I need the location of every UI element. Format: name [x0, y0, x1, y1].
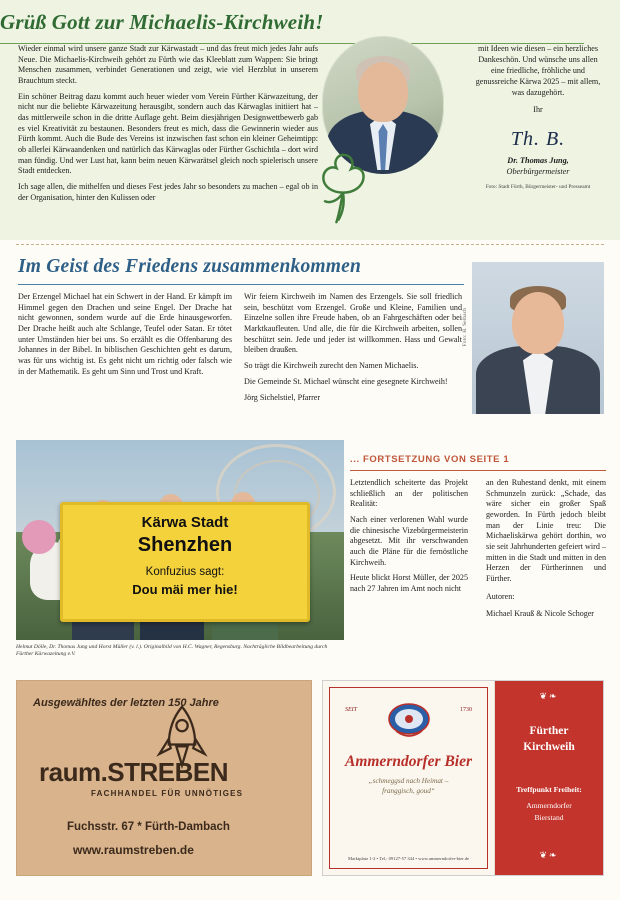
peace-paragraph: Der Erzengel Michael hat ein Schwert in der Hand. Er kämpft im Himmel gegen den Drachen und seine Engel. Der Drache hat nicht gewonnen, sondern wurde auf die Erde hinausgeworfen. Der Drache heißt auch alte Schlange, Teufel oder Satan. Er tötet unter Umständen hier bei uns. So erzählt es die Offenbarung des Johannes in der Bibel. In biblischen Geschichten geht es darum, was für uns wichtig ist. Es geht nicht um richtig oder falsch wie in der Mathematik. Es geht um Sinn und Trost und Kraft.: [18, 292, 232, 376]
ad-seit-label: SEIT: [345, 707, 357, 713]
peace-column-2: [244, 292, 462, 404]
ad-brand: raum.STREBEN: [39, 757, 229, 787]
photo-kaerwa-group: [16, 440, 344, 640]
peace-closing: Die Gemeinde St. Michael wünscht eine gesegnete Kirchweih!: [244, 376, 448, 386]
sign-line-2: Shenzhen: [137, 534, 233, 556]
continuation-divider: [350, 470, 606, 471]
ad-kirchweih-line1: Treffpunkt Freiheit:: [516, 785, 582, 794]
greeting-title: Grüß Gott zur Michaelis-Kirchweih!: [0, 10, 324, 34]
peace-photo-credit: Foto: H. Selbach: [462, 308, 468, 347]
ad-kirchweih-line2: Ammerndorfer: [526, 801, 572, 810]
section-peace: [0, 252, 620, 432]
ad-kirchweih-line3: Bierstand: [534, 813, 564, 822]
ad-beer-sub1: „schmeggsd nach Heimat –: [368, 777, 449, 785]
greeting-left-column: [18, 44, 318, 208]
peace-column-1: [18, 292, 232, 382]
ad-tagline: FACHHANDEL FÜR UNNÖTIGES: [91, 789, 244, 798]
sign-line-3: Konfuzius sagt:: [145, 566, 225, 578]
greeting-right-text: mit Ideen wie diesen – ein herzliches Dankeschön. Und wünsche uns allen eine friedliche, fröhliche und genussreiche Kärwa 2025 – mit allem, was dazugehört.: [475, 44, 601, 97]
ad-address: Fuchsstr. 67 * Fürth-Dambach: [67, 821, 230, 833]
greeting-closing: Ihr: [533, 104, 543, 114]
ad-kirchweih-title2: Kirchweih: [523, 741, 575, 753]
continuation-column-1: [350, 478, 468, 600]
signature-role: Oberbürgermeister: [506, 166, 570, 176]
yellow-sign: [60, 502, 310, 622]
ad-website[interactable]: www.raumstreben.de: [73, 843, 194, 857]
photo-credit: Foto: Stadt Fürth, Bürgermeister- und Presseamt: [485, 183, 591, 190]
ornament-icon: ❦❧: [539, 691, 559, 701]
peace-author: Jörg Sichelstiel, Pfarrer: [244, 393, 321, 403]
continuation-paragraph: Letztendlich scheiterte das Projekt schließlich an der politischen Realität:: [350, 478, 468, 509]
ad-year: 1730: [460, 707, 472, 713]
sign-line-4: Dou mäi mer hie!: [132, 582, 238, 597]
photo-flower: [22, 520, 56, 554]
continuation-paragraph: Heute blickt Horst Müller, der 2025 nach 27 Jahren im Amt noch nicht: [350, 573, 468, 594]
greeting-right-column: [472, 44, 604, 191]
ad-fuerther-kirchweih[interactable]: [495, 681, 603, 875]
ad-ammerndorfer-block[interactable]: [322, 680, 604, 876]
peace-divider: [18, 284, 464, 285]
ad-beer-sub2: franggisch, goud“: [382, 787, 435, 795]
ad-headline: Ausgewähltes der letzten 150 Jahre: [33, 697, 219, 709]
greeting-paragraph: Ein schöner Beitrag dazu kommt auch heuer wieder vom Verein Fürther Kärwazeitung, der nicht nur die beliebte Kärwazeitung herausgibt, sondern auch das Kärwaglas initiiert hat – das mittlerweile schon in die dritte Auflage geht. Beim diesjährigen Designwettbewerb gab es viel Kreativität zu bestaunen. Besonders freut es mich, dass die Gewinnerin wieder aus Fürth kommt. Auch die Bude des Vereins ist inzwischen fast schon ein kleiner Geheimtipp: ob allerlei Kärwaandenken und natürlich das Kärwaglas oder Fürther Gschichtla – dort wird man fündig. Und wer Lust hat, kann beim neuen Kärwarätsel gleich noch spielerisch unsere Stadt entdecken.: [18, 91, 318, 176]
continuation-paragraph: an den Ruhestand denkt, mit einem Schmunzeln zurück: „Schade, das wäre sicher ein großer Spaß geworden. In Fürth jedoch bleibt man der Linie treu: Die Michaeliskärwa gehört dorthin, wo sie seit Jahrhunderten gefeiert wird – mitten in die Stadt und mitten in den Herzen der Fürtherinnen und Fürther.: [486, 478, 606, 584]
authors-names: Michael Krauß & Nicole Schoger: [486, 609, 594, 619]
signature-glyph: Th. B.: [510, 127, 566, 150]
photo-face-shape: [512, 292, 564, 354]
photo-pfarrer: [472, 262, 604, 414]
ornament-icon: ❦❧: [539, 850, 559, 860]
greeting-paragraph: Wieder einmal wird unsere ganze Stadt zur Kärwastadt – und das freut mich jedes Jahr aufs Neue. Die Michaelis-Kirchweih gehört zu Fürth wie das Kleeblatt zum Wappen: Sie bringt Menschen zusammen, verbindet Generationen und zeigt, wie viel Herzblut in unserem Brauchtum steckt.: [18, 44, 318, 86]
section-continuation: [0, 436, 620, 668]
greeting-paragraph: Ich sage allen, die mithelfen und dieses Fest jedes Jahr so besonders zu machen – egal ob in der Organisation, hinter den Kulissen oder: [18, 182, 318, 202]
ad-ammerndorfer-bier[interactable]: [323, 681, 495, 875]
ad-raumstreben[interactable]: [16, 680, 312, 876]
continuation-header: ... FORTSETZUNG VON SEITE 1: [350, 454, 510, 465]
continuation-column-2: [486, 478, 606, 620]
peace-title: Im Geist des Friedens zusammenkommen: [18, 256, 362, 277]
ad-beer-name: Ammerndorfer Bier: [344, 753, 473, 770]
continuation-paragraph: Nach einer verlorenen Wahl wurde die chinesische Vizebürgermeisterin abgesetzt. Mit ihr verschwanden auch die Pläne für die fernöstliche Kirchweih.: [350, 515, 468, 567]
sign-line-1: Kärwa Stadt: [141, 514, 229, 531]
section-greeting: [0, 0, 620, 240]
dashed-separator: [16, 244, 604, 245]
photo-face-shape: [358, 62, 408, 122]
peace-paragraph: So trägt die Kirchweih zurecht den Namen Michaelis.: [244, 361, 419, 371]
ad-kirchweih-title1: Fürther: [529, 725, 569, 737]
peace-paragraph: Wir feiern Kirchweih im Namen des Erzengels. Sie soll friedlich sein, beschützt vom Erzengel. Große und Kleine, Familien und Einzelne sollen ihre Freude haben, ob an Fahrgeschäften oder bei Marktkaufleuten. Und alle, die für die Kirchweih arbeiten, sollen beschützt sein. Jede und jeder ist willkommen. Hass und Gewalt bleiben draußen.: [244, 292, 462, 355]
beer-badge-icon: [386, 699, 432, 743]
photo-caption: Helmut Dölle, Dr. Thomas Jung und Horst Müller (v. l.). Originalbild von H.C. Wagner, Regensburg. Nachträgliche Bildbearbeitung durch Fürther Kärwazeitung e.V.: [16, 644, 328, 658]
authors-label: Autoren:: [486, 591, 515, 601]
ad-beer-address: Marktplatz 1-2 • Tel.: 09127-57 344 • www.ammerndorfer-bier.de: [347, 856, 470, 861]
signature-name: Dr. Thomas Jung,: [507, 155, 569, 165]
shamrock-icon: [300, 150, 386, 232]
